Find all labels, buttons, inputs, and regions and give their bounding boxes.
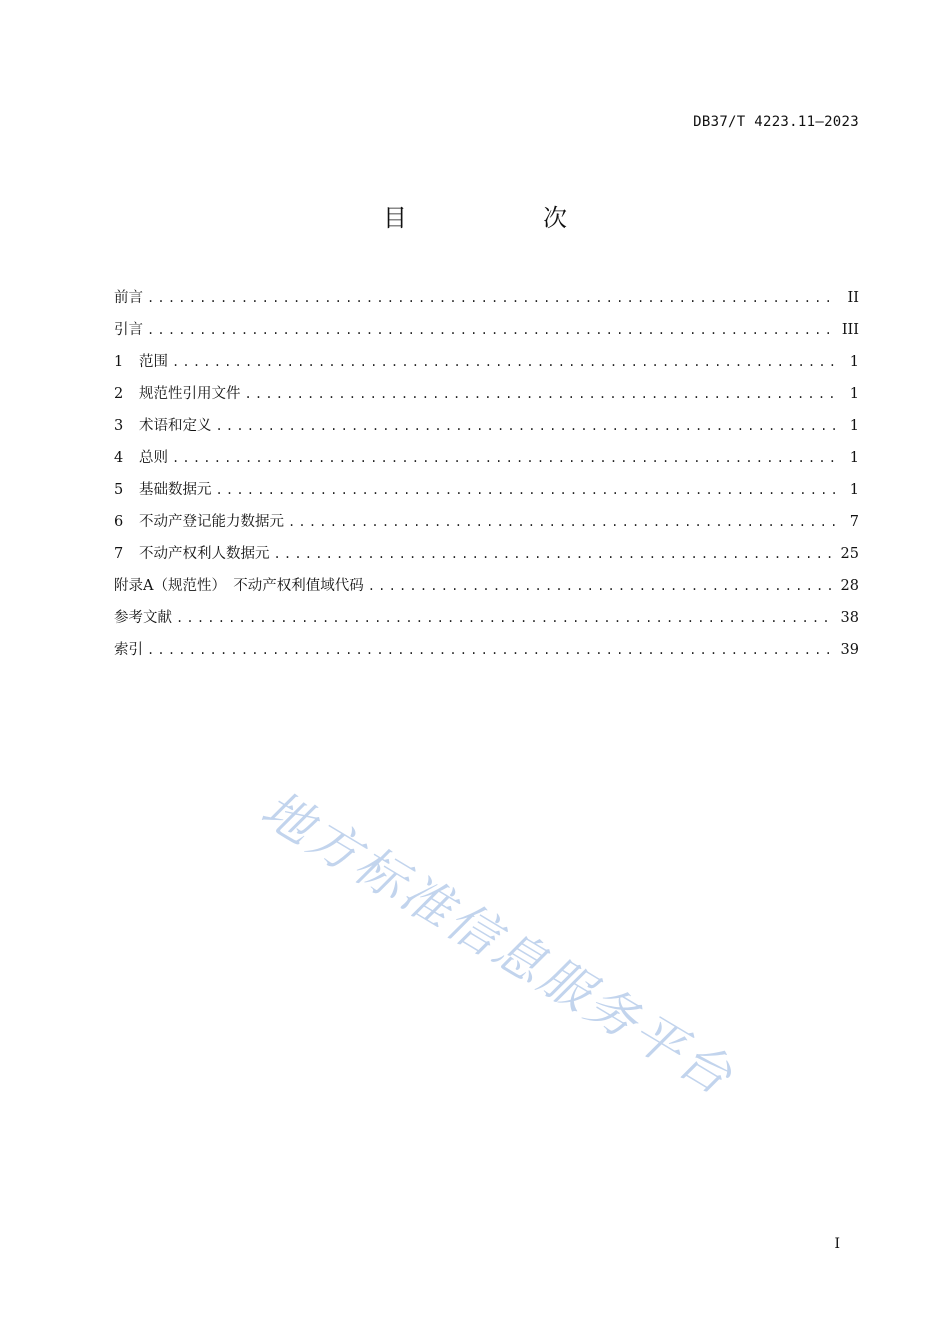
toc-entry-number: 6 (114, 514, 124, 530)
toc-entry-label: 前言 (114, 290, 143, 306)
toc-entry-scope[interactable] (114, 350, 859, 382)
toc-entry-index[interactable] (114, 638, 859, 670)
toc-entry-page: 28 (840, 578, 859, 594)
toc-entry-general[interactable] (114, 446, 859, 478)
toc-dot-leader (216, 419, 836, 433)
toc-entry-page: 38 (840, 610, 859, 626)
toc-dot-leader (172, 451, 835, 465)
toc-entry-page: 1 (849, 386, 859, 402)
toc-dot-leader (274, 547, 835, 561)
toc-dot-leader (368, 579, 835, 593)
toc-entry-page: 1 (849, 450, 859, 466)
page-number: I (834, 1236, 840, 1252)
toc-entry-number: 3 (114, 418, 124, 434)
toc-entry-label: 索引 (114, 642, 143, 658)
toc-dot-leader (176, 611, 835, 625)
toc-entry-normative-references[interactable] (114, 382, 859, 414)
toc-entry-page: 1 (849, 354, 859, 370)
toc-entry-label: 范围 (139, 354, 168, 370)
toc-entry-page: 1 (849, 482, 859, 498)
toc-dot-leader (147, 323, 835, 337)
toc-entry-page: III (841, 322, 859, 338)
toc-entry-appendix-a[interactable] (114, 574, 859, 606)
toc-entry-page: 1 (849, 418, 859, 434)
toc-entry-page: II (847, 290, 859, 306)
toc-entry-number: 2 (114, 386, 124, 402)
toc-list (114, 286, 859, 670)
toc-entry-page: 7 (849, 514, 859, 530)
watermark-text: 地方标准信息服务平台 (251, 779, 745, 1108)
toc-dot-leader (245, 387, 836, 401)
toc-entry-page: 25 (840, 546, 859, 562)
toc-entry-basic-data-elements[interactable] (114, 478, 859, 510)
document-code: DB37/T 4223.11—2023 (693, 114, 859, 130)
toc-title: 目 次 (383, 204, 623, 232)
toc-entry-registration-capability[interactable] (114, 510, 859, 542)
toc-entry-label: 参考文献 (114, 610, 172, 626)
toc-entry-label: 不动产权利人数据元 (139, 546, 270, 562)
toc-dot-leader (288, 515, 835, 529)
toc-entry-terms-definitions[interactable] (114, 414, 859, 446)
toc-entry-number: 5 (114, 482, 124, 498)
toc-entry-number: 1 (114, 354, 124, 370)
toc-entry-label: 总则 (139, 450, 168, 466)
toc-entry-introduction[interactable] (114, 318, 859, 350)
toc-entry-right-holder[interactable] (114, 542, 859, 574)
toc-entry-label: 不动产登记能力数据元 (139, 514, 284, 530)
toc-entry-number: 4 (114, 450, 124, 466)
toc-entry-bibliography[interactable] (114, 606, 859, 638)
toc-dot-leader (147, 291, 835, 305)
toc-entry-label: 规范性引用文件 (139, 386, 241, 402)
toc-entry-label: 基础数据元 (139, 482, 212, 498)
toc-dot-leader (147, 643, 835, 657)
toc-entry-label: 附录A（规范性） 不动产权利值域代码 (114, 578, 364, 594)
toc-dot-leader (216, 483, 836, 497)
toc-entry-label: 术语和定义 (139, 418, 212, 434)
toc-entry-label: 引言 (114, 322, 143, 338)
toc-entry-number: 7 (114, 546, 124, 562)
toc-entry-foreword[interactable] (114, 286, 859, 318)
toc-dot-leader (172, 355, 835, 369)
toc-entry-page: 39 (840, 642, 859, 658)
